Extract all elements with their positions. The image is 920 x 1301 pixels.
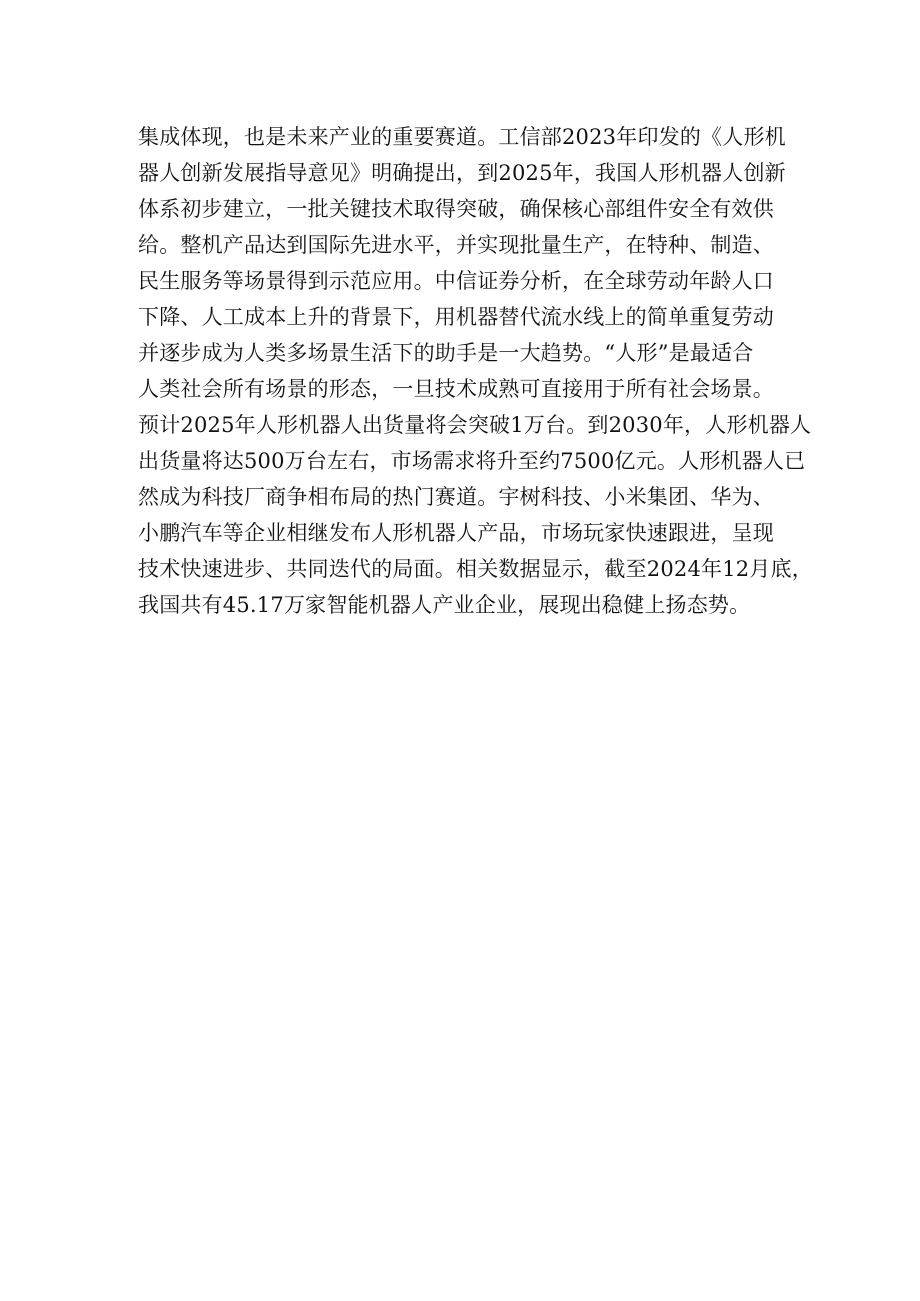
paragraph-line: 然成为科技厂商争相布局的热门赛道。宇树科技、小米集团、华为、 <box>138 485 774 509</box>
paragraph-line: 下降、人工成本上升的背景下，用机器替代流水线上的简单重复劳动 <box>138 305 774 329</box>
paragraph-line: 小鹏汽车等企业相继发布人形机器人产品，市场玩家快速跟进，呈现 <box>138 521 774 545</box>
paragraph-line: 预计2025年人形机器人出货量将会突破1万台。到2030年，人形机器人 <box>138 413 812 437</box>
paragraph-line: 我国共有45.17万家智能机器人产业企业，展现出稳健上扬态势。 <box>138 593 751 617</box>
paragraph-line: 器人创新发展指导意见》明确提出，到2025年，我国人形机器人创新 <box>138 161 786 185</box>
paragraph-line: 出货量将达500万台左右，市场需求将升至约7500亿元。人形机器人已 <box>138 449 806 473</box>
paragraph-line: 民生服务等场景得到示范应用。中信证券分析，在全球劳动年龄人口 <box>138 269 774 293</box>
body-paragraph <box>138 119 813 623</box>
paragraph-line: 并逐步成为人类多场景生活下的助手是一大趋势。“人形”是最适合 <box>138 341 754 365</box>
paragraph-line: 给。整机产品达到国际先进水平，并实现批量生产，在特种、制造、 <box>138 233 774 257</box>
paragraph-line: 集成体现，也是未来产业的重要赛道。工信部2023年印发的《人形机 <box>138 125 786 149</box>
paragraph-line: 人类社会所有场景的形态，一旦技术成熟可直接用于所有社会场景。 <box>138 377 774 401</box>
paragraph-line: 体系初步建立，一批关键技术取得突破，确保核心部组件安全有效供 <box>138 197 774 221</box>
paragraph-line: 技术快速进步、共同迭代的局面。相关数据显示，截至2024年12月底， <box>138 557 813 581</box>
